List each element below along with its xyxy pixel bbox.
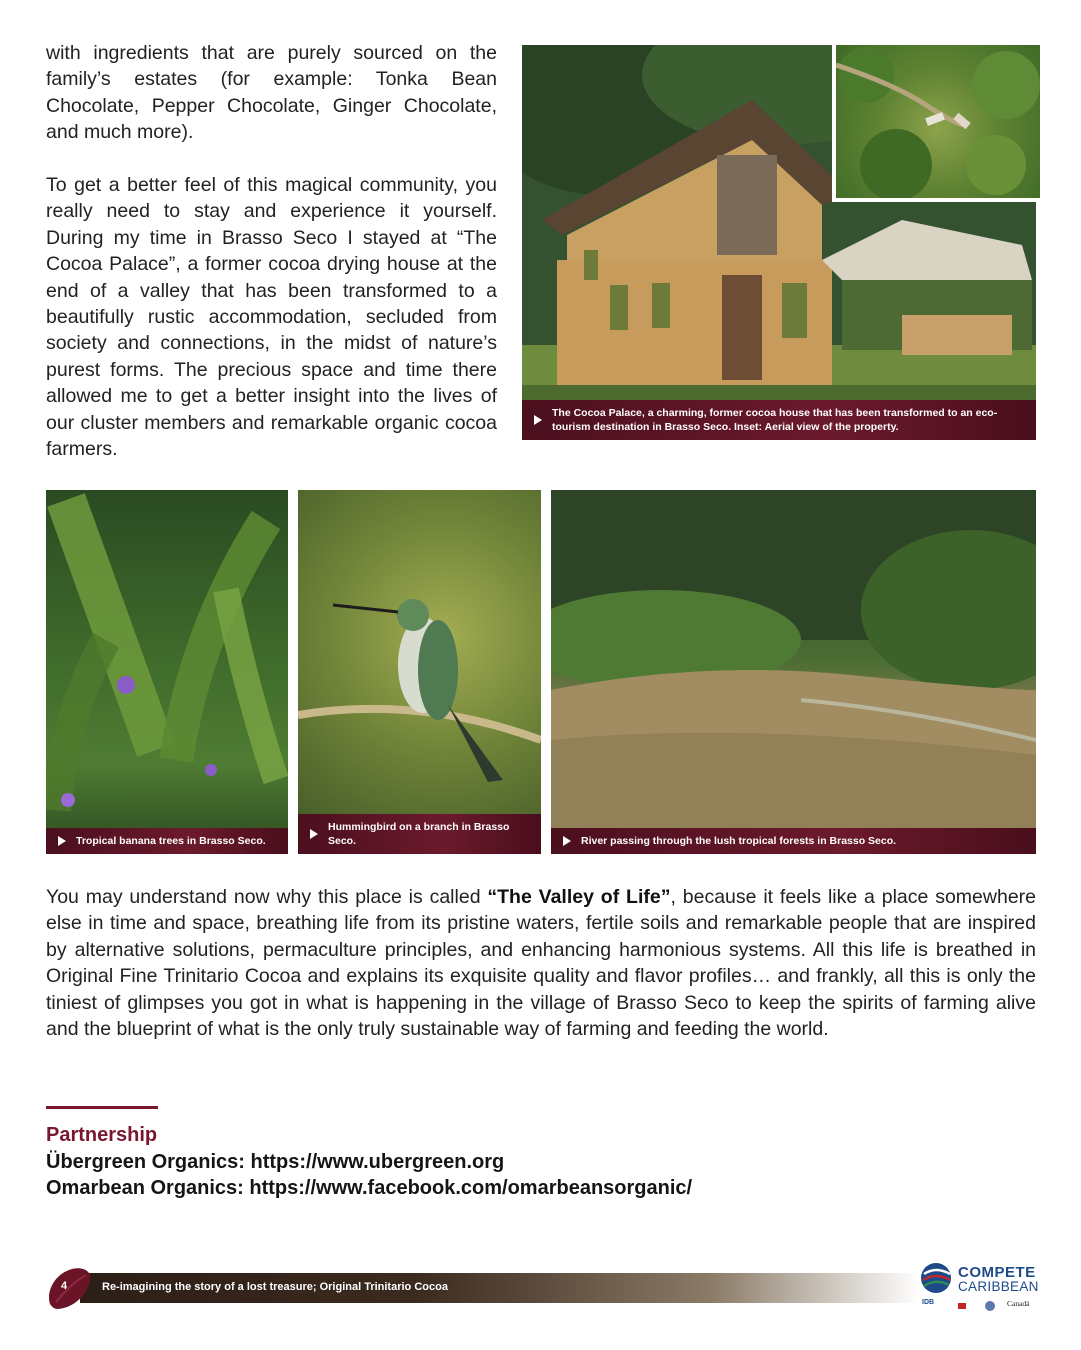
partner-ubergreen-link[interactable]: Übergreen Organics: https://www.ubergreen.org	[46, 1151, 505, 1173]
banana-trees-photo	[46, 490, 288, 854]
river-caption-text: River passing through the lush tropical forests in Brasso Seco.	[581, 835, 897, 847]
caption-arrow-icon	[563, 836, 571, 846]
logo-canada: Canadä	[1007, 1299, 1030, 1308]
caption-arrow-icon	[310, 829, 318, 839]
river-forest-photo	[551, 490, 1036, 854]
logo-idb: IDB	[922, 1299, 935, 1306]
logo-word-caribbean: CARIBBEAN	[958, 1279, 1039, 1294]
cocoa-palace-caption	[522, 400, 1036, 440]
body-paragraph-1: with ingredients that are purely sourced on the family’s estates (for example: Tonka Bean Chocolate, Pepper Chocolate, Ginger Chocolate, and much more).	[46, 42, 497, 144]
hummingbird-photo	[298, 490, 541, 854]
hummingbird-caption	[298, 814, 541, 854]
paragraph-3-end: , because it feels like a place somewhere else in time and space, breathing life from its pristine waters, fertile soils and remarkable people that are inspired by alternative solutions, permaculture principles, and enhancing harmonious systems. All this life is breathed in Original Fine Trinitario Cocoa and explains its exquisite quality and flavor profiles… and frankly, all this is only the tiniest of glimpses you got in what is happening in the village of Brasso Seco to keep the spirits of farming alive and the blueprint of what is the only truly sustainable way of farming and feeding the world.	[46, 886, 1037, 1041]
aerial-view-illustration	[836, 45, 1040, 198]
paragraph-3-start: You may understand now why this place is called	[46, 886, 488, 908]
hummingbird-illustration	[298, 490, 541, 854]
footer-title: Re-imagining the story of a lost treasure; Original Trinitario Cocoa	[102, 1281, 448, 1293]
body-paragraph-2: To get a better feel of this magical community, you really need to stay and experience it yourself. During my time in Brasso Seco I stayed at “The Cocoa Palace”, a former cocoa drying house at the end of a valley that has been transformed to a beautifully rustic accommodation, secluded from society and connections, in the midst of nature’s purest forms. The precious space and time there allowed me to get a better insight into the lives of our cluster members and remarkable organic cocoa farmers.	[46, 174, 497, 461]
partnership-title: Partnership	[46, 1124, 158, 1146]
caption-arrow-icon	[534, 415, 542, 425]
cocoa-palace-caption-text: The Cocoa Palace, a charming, former cocoa house that has been transformed to an eco-tourism destination in Brasso Seco. Inset: Aerial view of the property.	[552, 407, 998, 433]
banana-caption	[46, 828, 288, 854]
caption-arrow-icon	[58, 836, 66, 846]
logo-word-compete: COMPETE	[958, 1264, 1036, 1281]
river-forest-illustration	[551, 490, 1036, 854]
aerial-view-inset-photo	[832, 45, 1040, 202]
page-number: 4	[60, 1280, 68, 1292]
valley-of-life-emphasis: “The Valley of Life”	[487, 886, 671, 908]
hummingbird-caption-text: Hummingbird on a branch in Brasso Seco.	[328, 821, 510, 847]
banana-caption-text: Tropical banana trees in Brasso Seco.	[76, 835, 266, 847]
section-divider	[46, 1106, 158, 1109]
river-caption	[551, 828, 1036, 854]
partner-omarbean-link[interactable]: Omarbean Organics: https://www.facebook.com/omarbeansorganic/	[46, 1177, 693, 1199]
body-paragraph-3	[46, 884, 1036, 1042]
banana-trees-illustration	[46, 490, 288, 854]
